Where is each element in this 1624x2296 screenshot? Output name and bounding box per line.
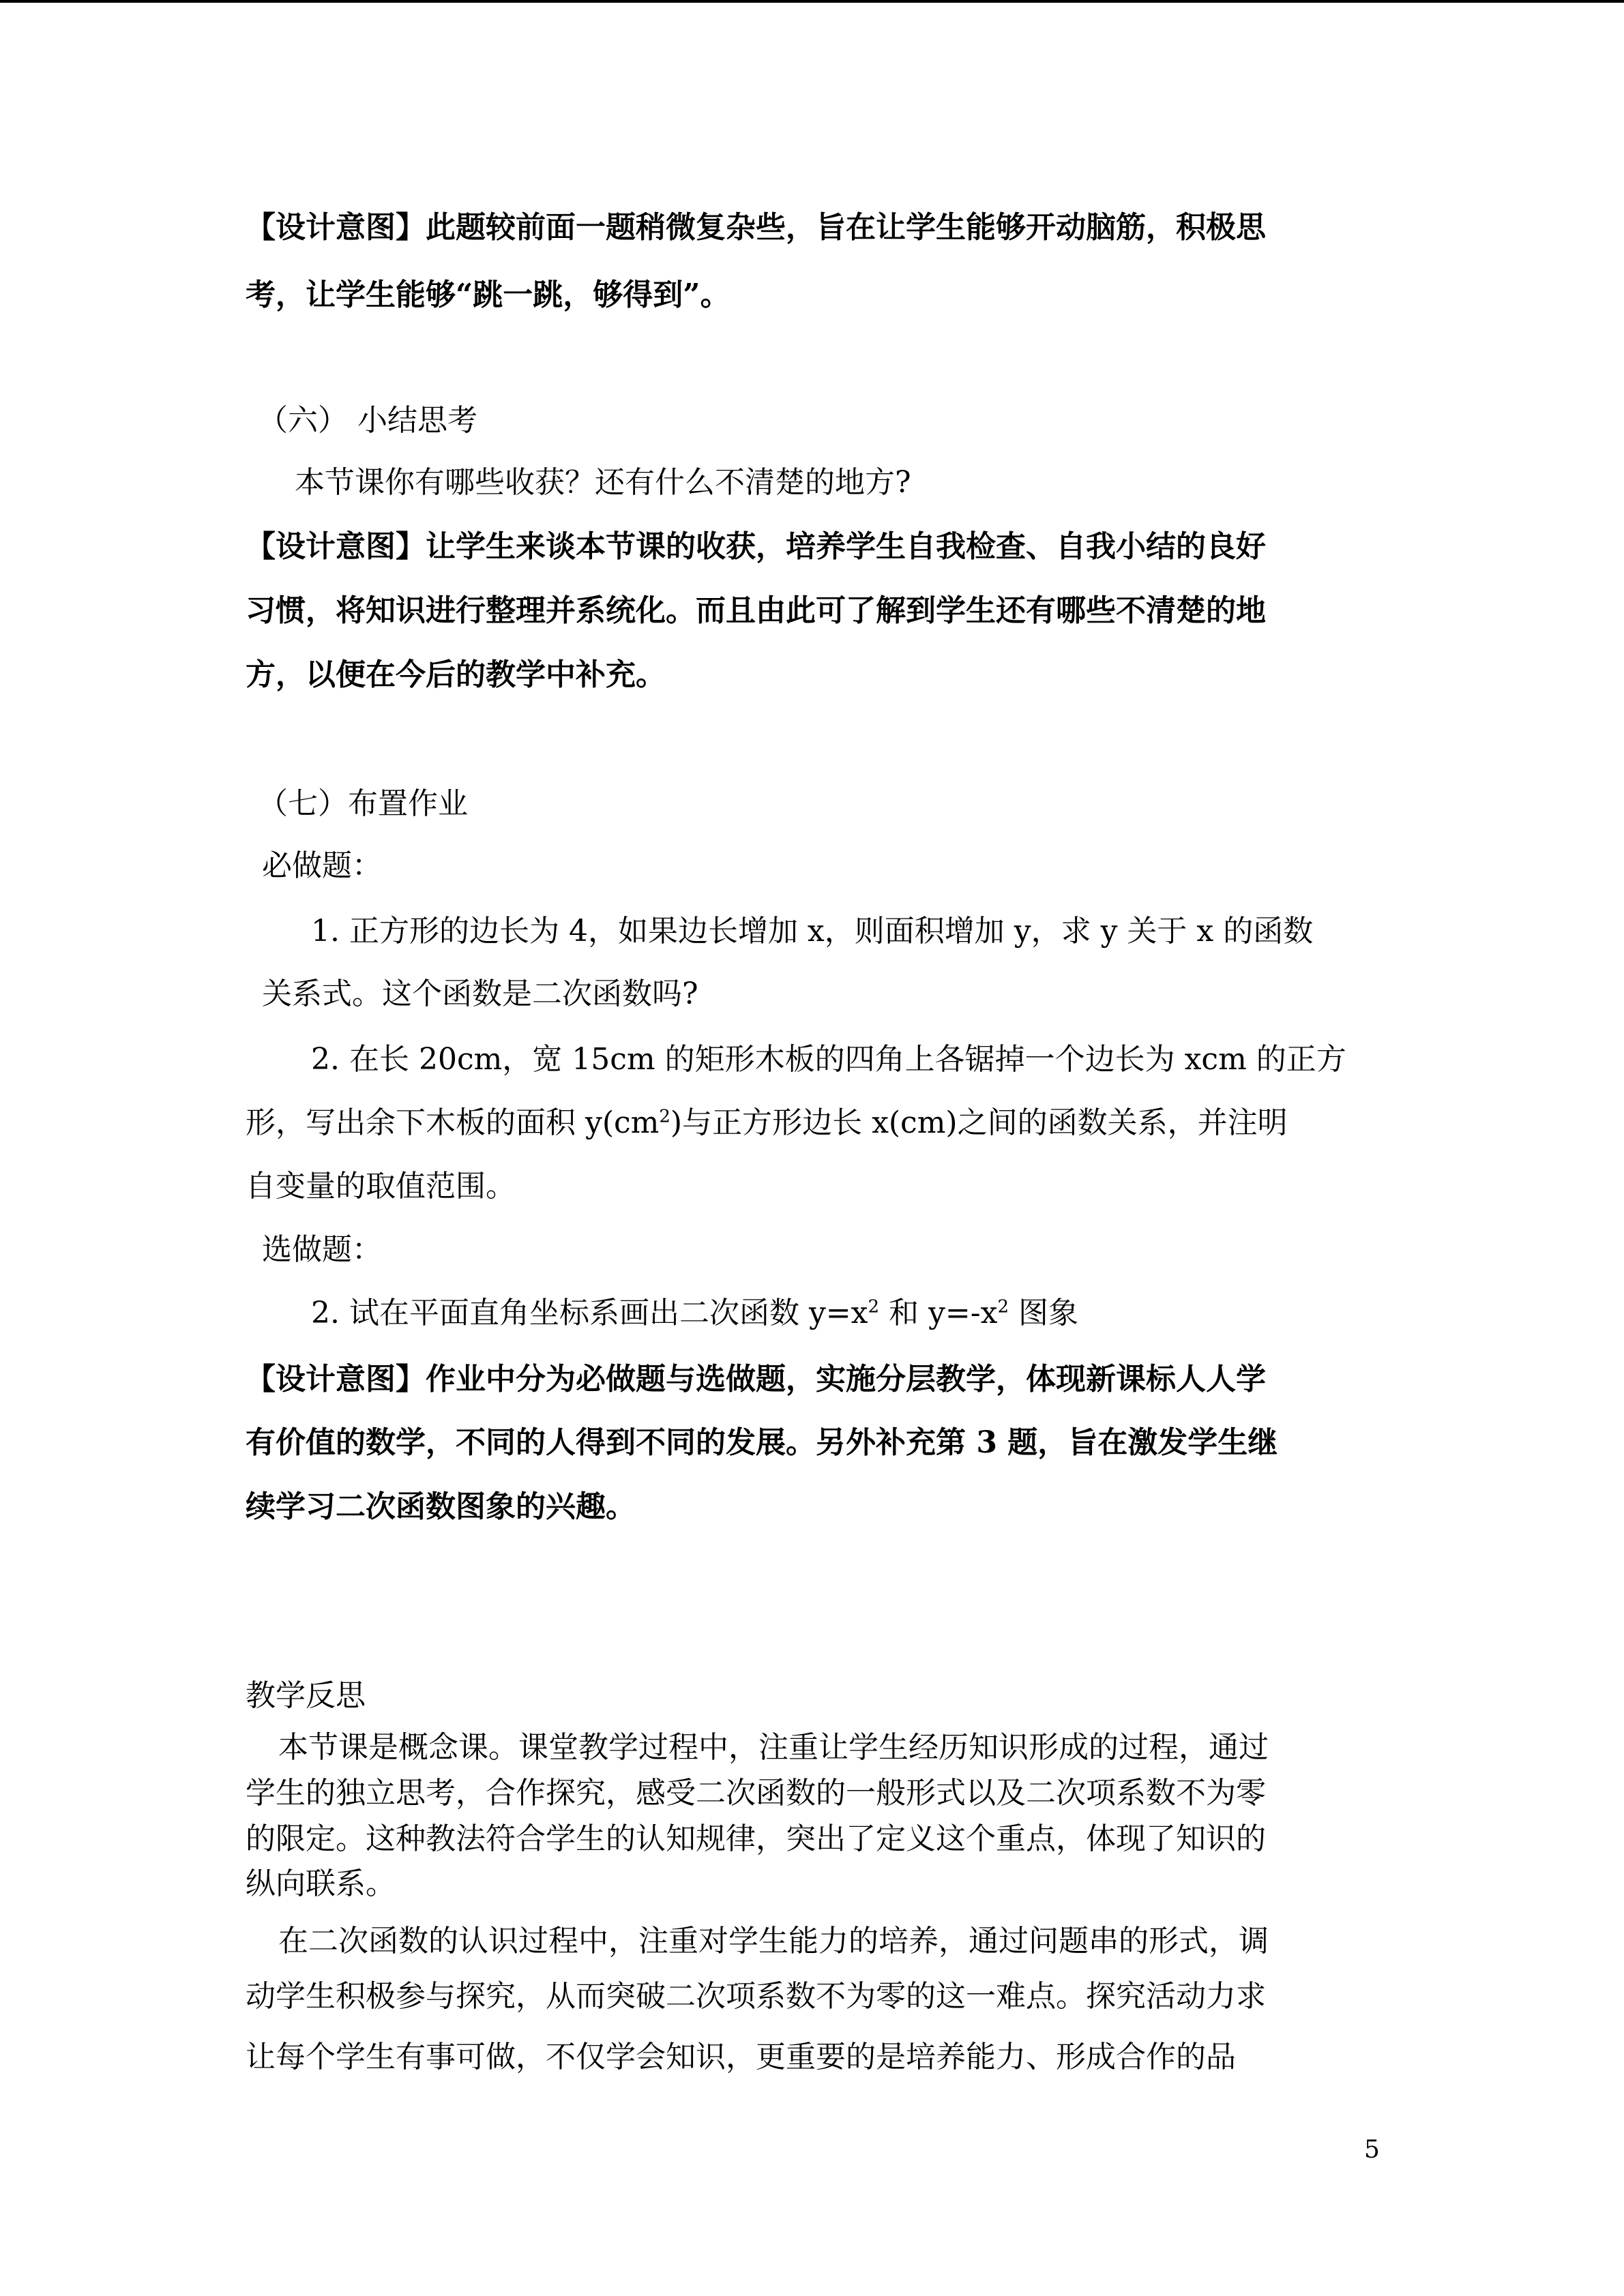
question-2-line3: 自变量的取值范围。 xyxy=(246,1169,516,1204)
section-seven-intent-line3: 续学习二次函数图象的兴趣。 xyxy=(246,1489,636,1524)
section-six-intent-line2: 习惯，将知识进行整理并系统化。而且由此可了解到学生还有哪些不清楚的地 xyxy=(246,593,1266,628)
page-number: 5 xyxy=(1364,2136,1380,2164)
reflection-p1-line3: 的限定。这种教法符合学生的认知规律，突出了定义这个重点，体现了知识的 xyxy=(246,1821,1266,1856)
required-label: 必做题： xyxy=(262,848,382,883)
question-1-line2: 关系式。这个函数是二次函数吗? xyxy=(262,976,698,1011)
question-2-line2: 形，写出余下木板的面积 $y(cm^2)$与正方形边长 x(cm)之间的函数关系，并注明 xyxy=(246,1105,1288,1140)
reflection-heading: 教学反思 xyxy=(246,1678,366,1713)
section-seven-intent-line2: 有价值的数学，不同的人得到不同的发展。另外补充第 3 题，旨在激发学生继 xyxy=(246,1425,1278,1460)
section-six-question: 本节课你有哪些收获？还有什么不清楚的地方? xyxy=(295,465,911,500)
reflection-p2-line1: 在二次函数的认识过程中，注重对学生能力的培养，通过问题串的形式，调 xyxy=(278,1924,1269,1958)
section-seven-heading: （七）布置作业 xyxy=(258,786,468,821)
reflection-p1-line1: 本节课是概念课。课堂教学过程中，注重让学生经历知识形成的过程，通过 xyxy=(278,1730,1269,1765)
optional-question: 2. 试在平面直角坐标系画出二次函数 $y=x^2$ 和 $y=-x^2$ 图象 xyxy=(311,1296,1078,1330)
reflection-p1-line4: 纵向联系。 xyxy=(246,1866,396,1901)
question-2-line1: 2. 在长 20cm，宽 15cm 的矩形木板的四角上各锯掉一个边长为 xcm 的正方 xyxy=(311,1042,1346,1077)
optional-label: 选做题： xyxy=(262,1232,382,1267)
reflection-p2-line2: 动学生积极参与探究，从而突破二次项系数不为零的这一难点。探究活动力求 xyxy=(246,1979,1266,2014)
section-six-heading: （六） 小结思考 xyxy=(258,403,477,438)
reflection-p1-line2: 学生的独立思考，合作探究，感受二次函数的一般形式以及二次项系数不为零 xyxy=(246,1776,1266,1810)
design-intent-1-line2: 考，让学生能够“跳一跳，够得到”。 xyxy=(246,278,730,312)
reflection-p2-line3: 让每个学生有事可做，不仅学会知识，更重要的是培养能力、形成合作的品 xyxy=(246,2040,1236,2074)
section-six-intent-line1: 【设计意图】让学生来谈本节课的收获，培养学生自我检查、自我小结的良好 xyxy=(246,529,1266,564)
question-1-line1: 1. 正方形的边长为 4，如果边长增加 x，则面积增加 y，求 y 关于 x 的函数 xyxy=(311,914,1314,949)
design-intent-1-line1: 【设计意图】此题较前面一题稍微复杂些，旨在让学生能够开动脑筋，积极思 xyxy=(246,210,1266,245)
section-six-intent-line3: 方，以便在今后的教学中补充。 xyxy=(246,657,666,692)
section-seven-intent-line1: 【设计意图】作业中分为必做题与选做题，实施分层教学，体现新课标人人学 xyxy=(246,1362,1266,1397)
page-top-border xyxy=(0,0,1624,3)
